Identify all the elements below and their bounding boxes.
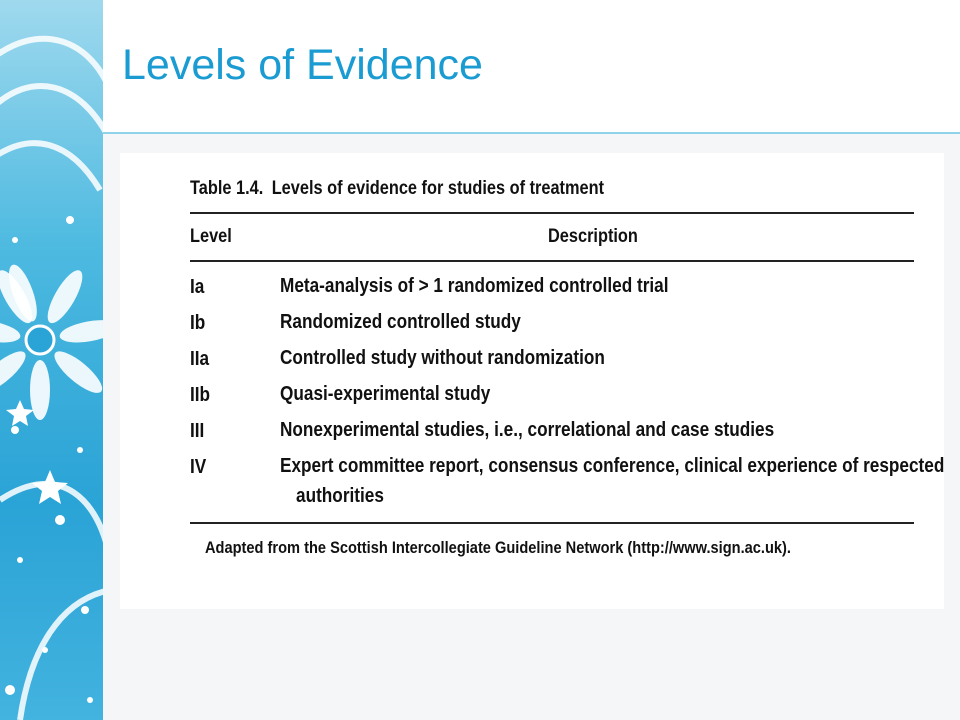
table-row [190,340,914,376]
table-row [190,376,914,412]
row-level: Ib [190,312,206,334]
row-description: Meta-analysis of > 1 randomized controlled trial [280,275,669,297]
table-row [190,448,945,518]
slide-title: Levels of Evidence [122,41,483,89]
table-header-row [190,214,914,260]
row-description: Expert committee report, consensus conference, clinical experience of respected [280,455,945,477]
row-level: IIb [190,384,211,406]
row-description: Randomized controlled study [280,311,521,333]
header-level: Level [190,226,232,247]
table-row [190,412,914,448]
row-description-continued: authorities [296,485,384,507]
caption-text: Levels of evidence for studies of treatment [271,178,605,199]
row-description: Nonexperimental studies, i.e., correlational and case studies [280,419,775,441]
header-description: Description [548,226,638,247]
floral-pattern-icon [0,0,103,720]
table-row [190,304,914,340]
table-caption [190,178,813,200]
table-bottom-rule [190,522,914,524]
row-level: Ia [190,276,205,298]
row-level: IV [190,456,207,478]
row-description: Controlled study without randomization [280,347,605,369]
decorative-sidebar [0,0,103,720]
table-row [190,268,914,304]
row-level: IIa [190,348,210,370]
row-level: III [190,420,205,442]
table-footnote: Adapted from the Scottish Intercollegiate Guideline Network (http://www.sign.ac.uk). [205,538,791,557]
evidence-table [190,178,945,558]
row-description: Quasi-experimental study [280,383,491,405]
caption-number: Table 1.4. [190,178,264,199]
